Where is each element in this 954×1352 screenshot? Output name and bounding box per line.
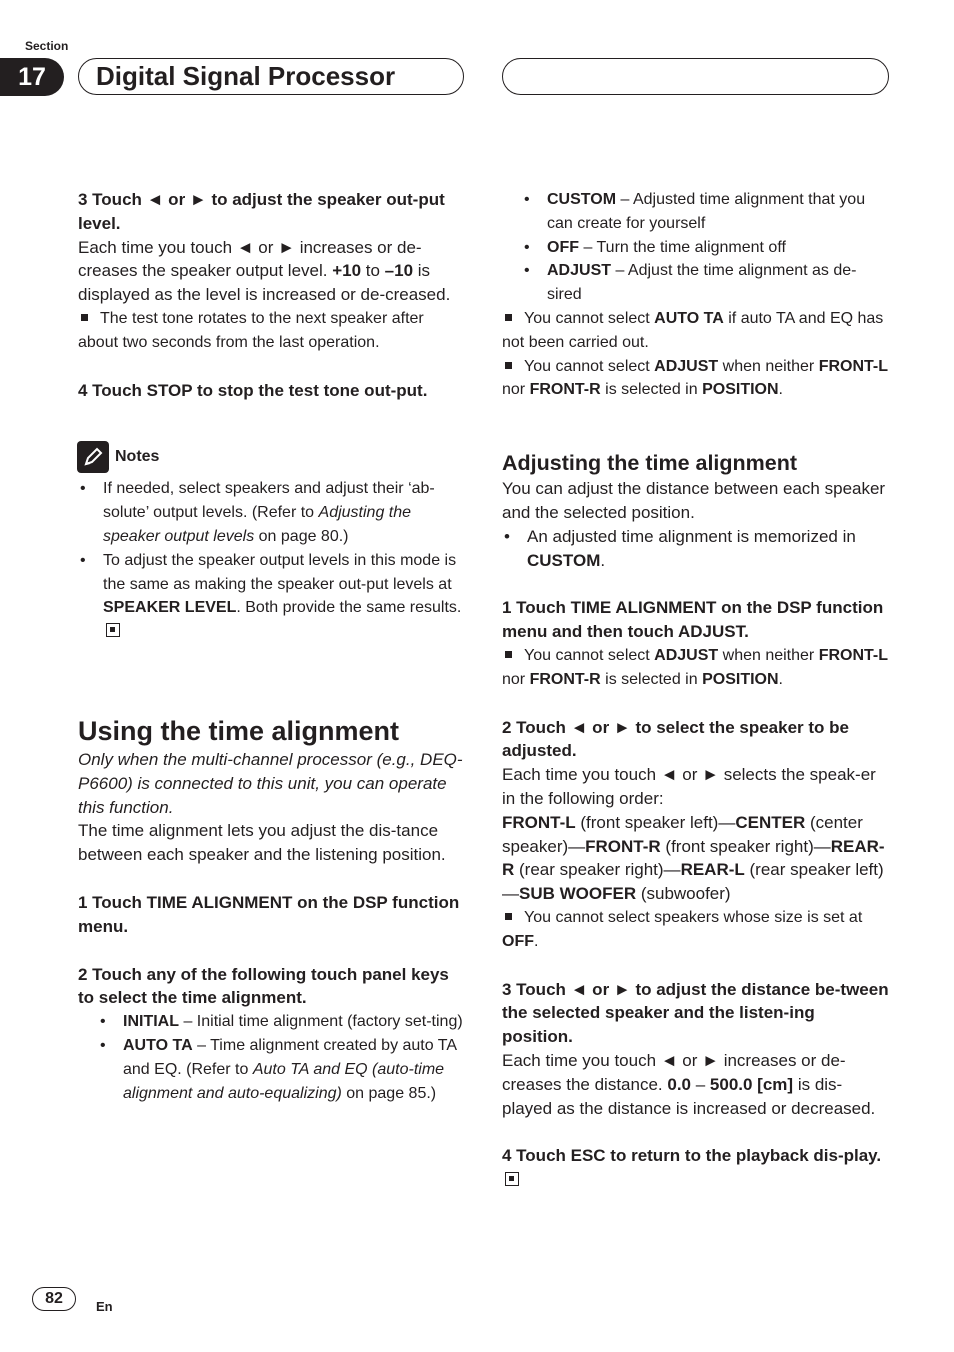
end-mark-icon <box>505 1172 519 1186</box>
end-mark-icon <box>106 623 120 637</box>
note-square-icon <box>81 314 88 321</box>
note-item: • If needed, select speakers and adjust their ‘ab-solute’ output levels. (Refer to Adjusting the speaker output levels on page 80.) <box>78 477 466 548</box>
step-1-title: 1 Touch TIME ALIGNMENT on the DSP function menu. <box>78 892 460 936</box>
adjust-step-2-body: Each time you touch ◄ or ► selects the speak-er in the following order: <box>502 765 876 808</box>
notes-label: Notes <box>115 448 160 466</box>
note-square-icon <box>505 314 512 321</box>
note-speaker-off: You cannot select speakers whose size is set at OFF. <box>502 908 863 950</box>
header-blank-frame <box>502 58 889 95</box>
heading-using-time-alignment: Using the time alignment <box>78 715 400 746</box>
note-auto-ta: You cannot select AUTO TA if auto TA and EQ has not been carried out. <box>502 309 884 351</box>
adjust-step-1-title: 1 Touch TIME ALIGNMENT on the DSP function menu and then touch ADJUST. <box>502 598 884 642</box>
list-item: • An adjusted time alignment is memorized in CUSTOM. <box>502 525 890 573</box>
speaker-order: FRONT-L (front speaker left)—CENTER (center speaker)—FRONT-R (front speaker right)—REAR-R (rear speaker right)—REAR-L (rear speaker left)—SUB WOOFER (subwoofer) <box>502 812 885 904</box>
option-custom: • CUSTOM – Adjusted time alignment that you can create for yourself <box>502 188 890 236</box>
note-item: • To adjust the speaker output levels in this mode is the same as making the speaker out-put levels at SPEAKER LEVEL. Both provide the same results. <box>78 549 466 644</box>
option-initial: • INITIAL – Initial time alignment (factory set-ting) <box>78 1010 466 1034</box>
step-4-title: 4 Touch STOP to stop the test tone out-put. <box>78 380 428 400</box>
note-square-icon <box>505 913 512 920</box>
adjust-step-3-title: 3 Touch ◄ or ► to adjust the distance be-tween the selected speaker and the listen-ing position. <box>502 979 889 1047</box>
section-label: Section <box>25 39 69 53</box>
note-square-icon <box>505 362 512 369</box>
pencil-icon <box>77 441 109 473</box>
section-title: Digital Signal Processor <box>96 61 396 91</box>
left-column <box>78 188 466 1105</box>
step-3-title: 3 Touch ◄ or ► to adjust the speaker out-put level. <box>78 190 445 233</box>
section-number-badge: 17 <box>0 58 64 96</box>
notes-header <box>77 440 466 474</box>
page-number: 82 <box>32 1287 76 1311</box>
adjust-intro: You can adjust the distance between each speaker and the selected position. <box>502 479 886 522</box>
step-3-body: Each time you touch ◄ or ► increases or de-creases the speaker output level. +10 to –10 is displayed as the level is increased or de-creased. <box>78 237 451 305</box>
adjust-step-2-title: 2 Touch ◄ or ► to select the speaker to be adjusted. <box>502 717 849 761</box>
note-adjust-2: You cannot select ADJUST when neither FRONT-L nor FRONT-R is selected in POSITION. <box>502 646 889 688</box>
adjust-step-3-body: Each time you touch ◄ or ► increases or de-creases the distance. 0.0 – 500.0 [cm] is dis-played as the distance is increased or decreased. <box>502 1050 876 1118</box>
adjust-step-4-title: 4 Touch ESC to return to the playback dis-play. <box>502 1144 890 1192</box>
intro-italic: Only when the multi-channel processor (e.g., DEQ-P6600) is connected to this unit, you can operate this function. <box>78 749 463 817</box>
heading-adjusting-time-alignment: Adjusting the time alignment <box>502 451 798 476</box>
language-code: En <box>96 1299 113 1314</box>
note-square-icon <box>505 651 512 658</box>
option-adjust: • ADJUST – Adjust the time alignment as de-sired <box>502 259 890 307</box>
step-2-title: 2 Touch any of the following touch panel keys to select the time alignment. <box>78 964 449 1008</box>
step-3-note: The test tone rotates to the next speaker after about two seconds from the last operation. <box>78 309 424 351</box>
right-column <box>502 188 890 1192</box>
note-adjust: You cannot select ADJUST when neither FRONT-L nor FRONT-R is selected in POSITION. <box>502 357 889 399</box>
option-auto-ta: • AUTO TA – Time alignment created by auto TA and EQ. (Refer to Auto TA and EQ (auto-time alignment and auto-equalizing) on page 85.) <box>78 1034 466 1105</box>
intro: The time alignment lets you adjust the dis-tance between each speaker and the listening position. <box>78 821 446 865</box>
option-off: • OFF – Turn the time alignment off <box>502 236 890 260</box>
